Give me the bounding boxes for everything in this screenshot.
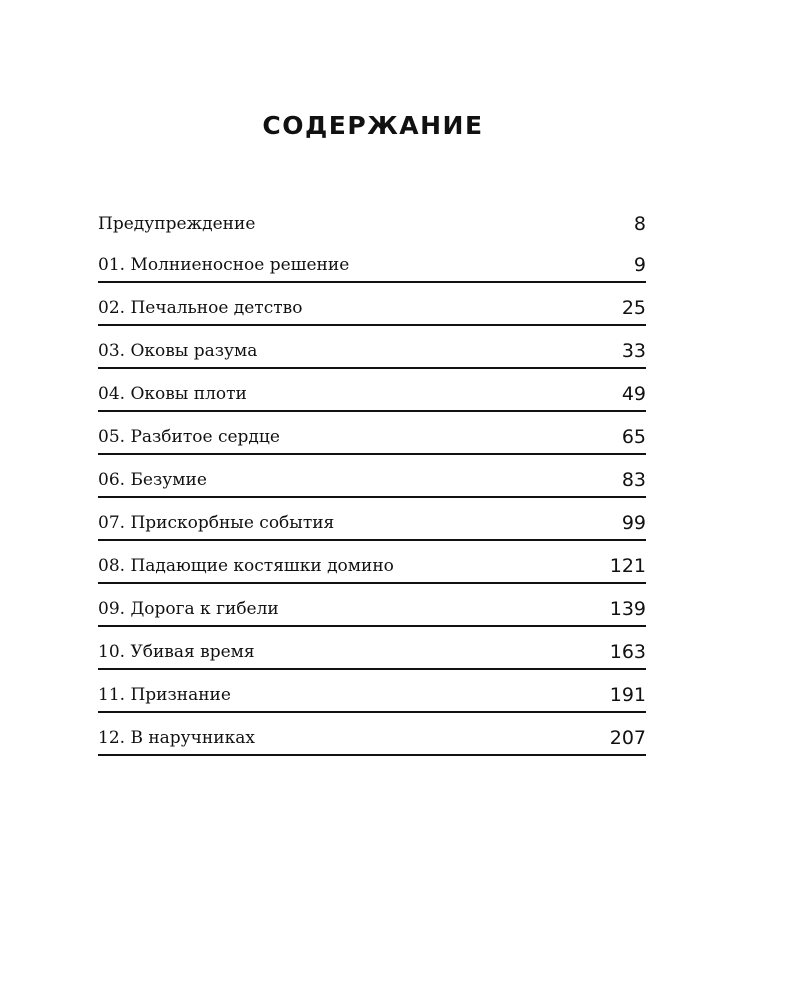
toc-entry-page: 65 (621, 426, 646, 448)
toc-entry-page: 33 (621, 340, 646, 362)
toc-entry-page: 49 (621, 383, 646, 405)
toc-entry-title: 08. Падающие костяшки домино (98, 556, 394, 576)
toc-entry-page: 8 (633, 213, 646, 235)
toc-entry (98, 713, 646, 756)
toc-entry-title: 04. Оковы плоти (98, 384, 247, 404)
toc-entry-title: 02. Печальное детство (98, 298, 303, 318)
toc-entry-page: 207 (609, 727, 646, 749)
toc-entry (98, 498, 646, 541)
toc-entry (98, 283, 646, 326)
toc-entry-title: 09. Дорога к гибели (98, 599, 279, 619)
toc-entry-page: 83 (621, 469, 646, 491)
toc-entry (98, 627, 646, 670)
toc-entry-page: 139 (609, 598, 646, 620)
toc-entry (98, 670, 646, 713)
toc-entry-page: 9 (633, 254, 646, 276)
toc-entry-page: 121 (609, 555, 646, 577)
toc-entry (98, 202, 646, 240)
toc-entry-page: 25 (621, 297, 646, 319)
toc-entry-title: 12. В наручниках (98, 728, 255, 748)
toc-entry (98, 541, 646, 584)
toc-entry-title: 11. Признание (98, 685, 231, 705)
toc-entry (98, 584, 646, 627)
toc-entry (98, 412, 646, 455)
toc-entry-title: 03. Оковы разума (98, 341, 258, 361)
toc-entry-title: 05. Разбитое сердце (98, 427, 280, 447)
toc-entry-page: 99 (621, 512, 646, 534)
page-title: СОДЕРЖАНИЕ (262, 111, 484, 140)
table-of-contents (98, 202, 646, 756)
toc-entry-title: 01. Молниеносное решение (98, 255, 350, 275)
toc-entry (98, 369, 646, 412)
toc-entry-title: 07. Прискорбные события (98, 513, 335, 533)
toc-entry-title: 10. Убивая время (98, 642, 255, 662)
toc-entry-page: 191 (609, 684, 646, 706)
toc-entry (98, 455, 646, 498)
toc-entry (98, 326, 646, 369)
toc-entry-title: Предупреждение (98, 214, 256, 234)
toc-entry (98, 240, 646, 283)
toc-entry-title: 06. Безумие (98, 470, 207, 490)
toc-entry-page: 163 (609, 641, 646, 663)
